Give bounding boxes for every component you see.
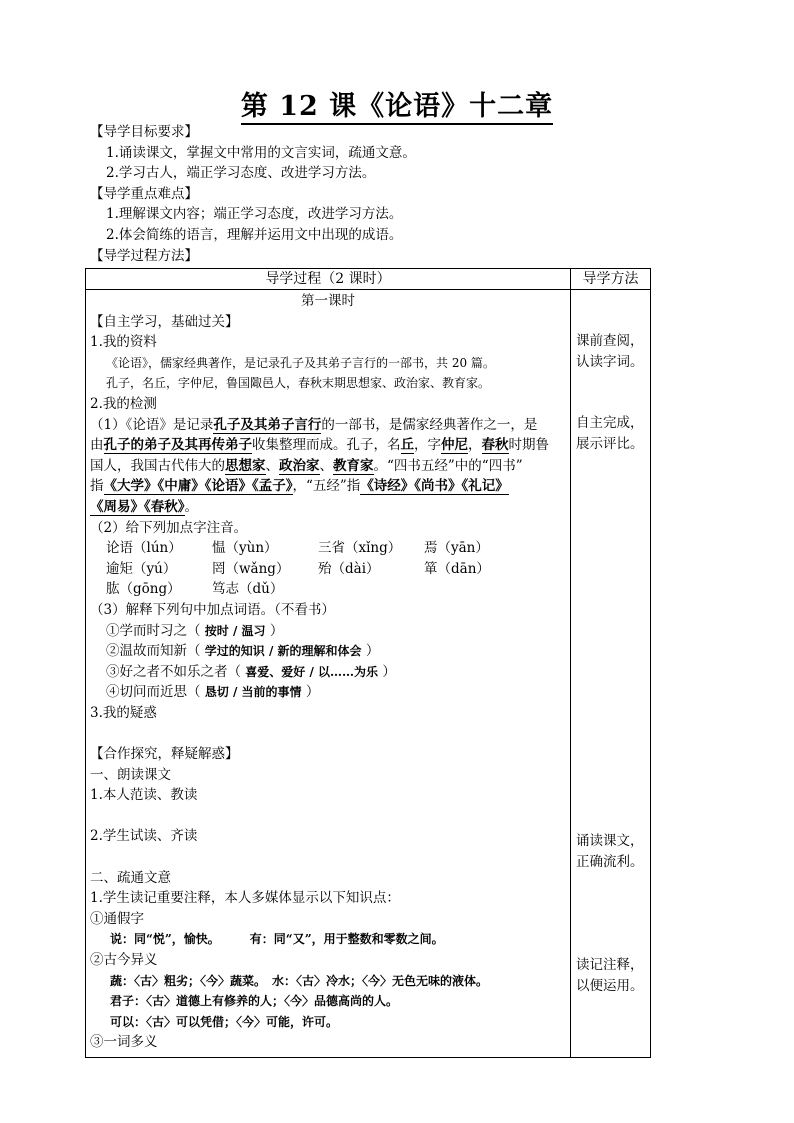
text: ②温故而知新（ [106,643,201,660]
text: 的一部书，是儒家经典著作之一，是 [321,416,538,433]
coop-heading: 【合作探究，释疑解惑】 [90,746,239,763]
q3-heading: （3）解释下列句中加点词语。（不看书） [90,601,335,618]
keys-heading: 【导学重点难点】 [90,185,198,202]
pinyin-item: 罔（wǎng） [212,560,290,577]
text: 。“四书五经”中的“四书” [373,457,523,474]
q2-heading: （2）给下列加点字注音。 [90,519,248,536]
gujin-text: 君子：〈古〉道德上有修养的人；〈今〉品德高尚的人。 [110,994,399,1009]
process-heading: 【导学过程方法】 [90,247,198,264]
text: 指 [90,478,104,495]
page-title [0,84,794,123]
process-column [90,291,566,1053]
pinyin-item: 焉（yān） [424,540,489,557]
gujin-text: 可以：〈古〉可以凭借；〈今〉可能，许可。 [110,1014,339,1029]
pinyin-item: 逾矩（yú） [106,560,177,577]
answer: 仲尼 [441,437,468,454]
method-note [576,831,650,873]
header-divider [86,289,650,290]
pinyin-item: 三省（xǐng） [318,540,402,557]
answer: 喜爱、爱好 / 以……为乐 [245,664,379,679]
col-method-header: 导学方法 [582,271,639,287]
pinyin-item: 肱（gōng） [106,581,181,598]
material-line: 孔子，名丘，字仲尼，鲁国陬邑人，春秋末期思想家、政治家、教育家。 [106,376,491,391]
goal-item: 1.诵读课文，掌握文中常用的文言实词，疏通文意。 [106,144,416,161]
answer: 《大学》《中庸》《论语》《孟子》 [103,478,293,495]
answer: 恳切 / 当前的事情 [204,685,302,700]
check-q1-line [90,497,566,518]
pinyin-row [90,538,566,559]
text: 、 [319,457,333,474]
method-note [576,413,650,455]
q3-item [90,621,566,642]
answer: 孔子的弟子及其再传弟子 [103,437,252,454]
key-item: 1.理解课文内容；端正学习态度，改进学习方法。 [106,206,403,223]
text: ） [305,684,320,701]
check-q1-line [90,415,566,436]
method-line: 自主完成， [576,415,644,431]
column-divider [570,269,571,1057]
read-step: 2.学生试读、齐读 [90,828,198,845]
my-check-heading: 2.我的检测 [90,395,157,412]
answer: 《诗经》《尚书》《礼记》 [360,478,509,495]
answer: 思想家 [225,457,266,474]
answer: 春秋 [481,437,509,454]
answer: 按时 / 温习 [204,623,266,638]
text: ，字 [414,437,441,454]
method-line: 正确流利。 [576,854,644,870]
pinyin-item: 论语（lún） [106,540,182,557]
tongjia-text: 说：同“悦”，愉快。 有：同“又”，用于整数和零数之间。 [110,932,444,947]
spacer [90,806,566,827]
text: ） [382,663,396,680]
yici-heading: ③一词多义 [90,1034,158,1051]
pinyin-row [90,559,566,580]
key-item: 2.体会简练的语言，理解并运用文中出现的成语。 [106,226,403,243]
goals-heading: 【导学目标要求】 [90,124,198,140]
method-line: 展示评比。 [576,436,644,452]
q3-item [90,682,566,703]
text: 时期鲁 [508,437,549,454]
answer: 政治家 [279,457,320,474]
text: ，“五经”指 [292,478,361,495]
text: 收集整理而成。孔子，名 [252,437,401,454]
answer: 教育家 [333,457,374,474]
read-heading: 一、朗读课文 [90,766,171,783]
gujin-heading: ②古今异义 [90,952,158,968]
text: ） [269,622,284,639]
text: ①学而时习之（ [106,622,201,639]
text: ④切问而近思（ [106,684,201,701]
check-q1-line [90,435,566,456]
material-line: 《论语》，儒家经典著作，是记录孔子及其弟子言行的一部书，共 20 篇。 [106,355,495,370]
text: ③好之者不如乐之者（ [106,663,241,680]
pinyin-item: 箪（dān） [424,560,490,577]
my-material-heading: 1.我的资料 [90,334,157,351]
my-doubts-heading: 3.我的疑惑 [90,704,157,721]
pinyin-item: 殆（dài） [318,560,380,577]
spacer [90,847,566,868]
method-line: 读记注释， [576,957,644,973]
check-q1-line [90,456,566,477]
read-step: 1.本人范读、教读 [90,787,198,804]
check-q1-line [90,476,566,497]
gujin-text: 蔬：〈古〉粗劣；〈今〉蔬菜。 水：〈古〉冷水；〈今〉无色无味的液体。 [110,973,489,988]
lesson-heading: 第一课时 [301,293,355,309]
q3-item [90,641,566,662]
method-note [576,331,650,373]
text: ， [468,437,482,454]
answer: 学过的知识 / 新的理解和体会 [204,644,362,659]
text: 、 [265,457,279,474]
self-study-heading: 【自主学习，基础过关】 [90,313,239,330]
goal-item: 2.学习古人，端正学习态度、改进学习方法。 [106,165,376,182]
page-title-text: 第 12 课《论语》十二章 [241,91,553,125]
answer: 《周易》《春秋》 [90,498,185,515]
answer: 丘 [400,437,414,454]
tongjia-heading: ①通假字 [90,910,144,927]
text: 国人，我国古代伟大的 [90,457,225,474]
method-note [576,955,650,997]
method-line: 课前查阅， [576,333,644,349]
text: 。 [184,498,198,515]
process-table [85,268,651,1058]
text: 由 [90,437,104,454]
pinyin-row [90,579,566,600]
method-line: 以便运用。 [576,978,644,994]
text: （1）《论语》是记录 [90,416,214,433]
interp-heading: 二、疏通文意 [90,869,171,886]
interp-step: 1.学生读记重要注释，本人多媒体显示以下知识点： [90,890,400,907]
q3-item [90,662,566,683]
spacer [90,723,566,744]
text: ） [365,643,380,660]
guide-section [90,122,660,266]
method-line: 认读字词。 [576,354,644,370]
answer: 孔子及其弟子言行 [213,416,322,433]
pinyin-item: 笃志（dǔ） [212,581,284,598]
method-line: 诵读课文， [576,833,644,849]
col-process-header: 导学过程（2 课时） [265,271,391,287]
pinyin-item: 愠（yùn） [212,540,278,557]
